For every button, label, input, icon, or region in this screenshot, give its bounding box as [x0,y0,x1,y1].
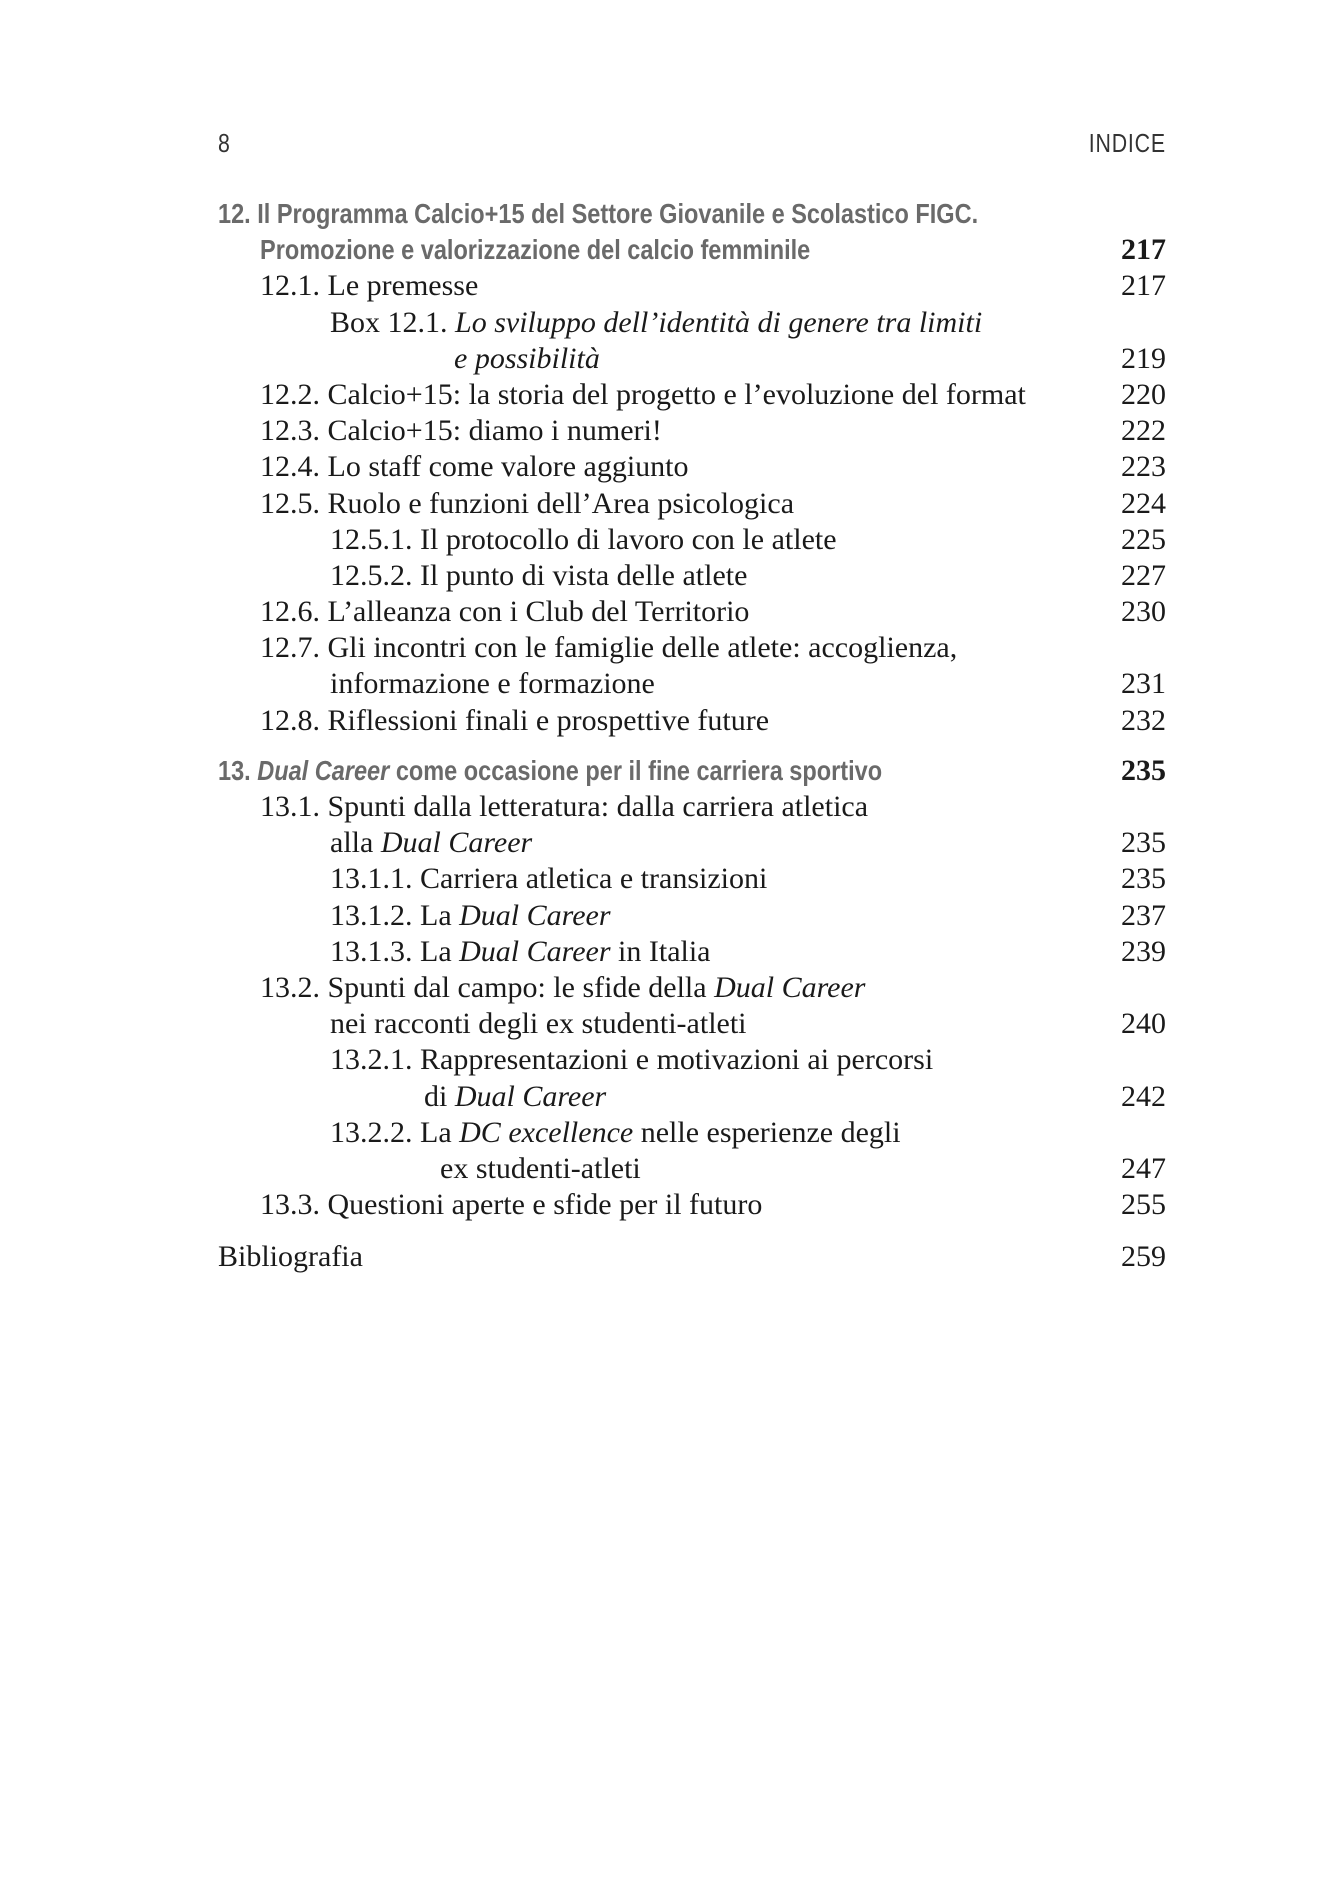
toc-entry-12-4[interactable]: 12.4. Lo staff come valore aggiunto 223 [260,450,1166,484]
toc-entry-13-3[interactable]: 13.3. Questioni aperte e sfide per il futuro 255 [260,1188,1166,1222]
toc-entry-12-5[interactable]: 12.5. Ruolo e funzioni dell’Area psicologica 224 [260,486,1166,520]
toc-entry-12-6[interactable]: 12.6. L’alleanza con i Club del Territorio 230 [260,595,1166,629]
toc-entry-13-1[interactable]: 13.1. Spunti dalla letteratura: dalla carriera atletica [260,790,869,823]
chapter-12-title-line-1[interactable]: 12. Il Programma Calcio+15 del Settore Giovanile e Scolastico FIGC. [218,198,979,229]
chapter-12-title-line-2[interactable]: Promozione e valorizzazione del calcio femminile 217 [260,233,1166,267]
toc-entry-box-12-1[interactable]: Box 12.1. Lo sviluppo dell’identità di genere tra limiti [330,305,983,339]
toc-entry-13-2-cont[interactable]: nei racconti degli ex studenti-atleti 240 [330,1007,1166,1041]
toc-entry-bibliografia[interactable]: Bibliografia 259 [218,1240,1166,1274]
chapter-13-page: 235 [1121,753,1166,787]
toc-entry-13-2-1[interactable]: 13.2.1. Rappresentazioni e motivazioni ai percorsi [330,1043,934,1077]
toc-entry-12-5-1[interactable]: 12.5.1. Il protocollo di lavoro con le atlete 225 [330,522,1166,556]
toc-entry-12-7-cont[interactable]: informazione e formazione 231 [330,667,1166,701]
chapter-13-title[interactable]: 13. Dual Career come occasione per il fine carriera sportivo 235 [218,753,1166,787]
chapter-12-page: 217 [1121,233,1166,267]
toc-entry-13-2-2[interactable]: 13.2.2. La DC excellence nelle esperienze degli [330,1115,901,1149]
toc-entry-12-3[interactable]: 12.3. Calcio+15: diamo i numeri! 222 [260,414,1166,448]
running-head [218,128,1166,164]
page-number: 8 [218,128,230,158]
toc-entry-12-8[interactable]: 12.8. Riflessioni finali e prospettive future 232 [260,703,1166,737]
toc-entry-12-2[interactable]: 12.2. Calcio+15: la storia del progetto e l’evoluzione del format 220 [260,377,1166,411]
toc-entry-13-1-1[interactable]: 13.1.1. Carriera atletica e transizioni 235 [330,862,1166,896]
running-title: INDICE [1088,128,1166,158]
toc-entry-12-7[interactable]: 12.7. Gli incontri con le famiglie delle atlete: accoglienza, [260,631,958,665]
toc-entry-13-2-2-cont[interactable]: ex studenti-atleti 247 [440,1151,1166,1185]
toc-entry-12-5-2[interactable]: 12.5.2. Il punto di vista delle atlete 227 [330,558,1166,592]
toc-entry-13-2[interactable]: 13.2. Spunti dal campo: le sfide della Dual Career [260,970,866,1004]
toc-entry-13-1-cont[interactable]: alla Dual Career 235 [330,826,1166,860]
toc-entry-12-1[interactable]: 12.1. Le premesse 217 [260,269,1166,303]
toc-entry-13-2-1-cont[interactable]: di Dual Career 242 [424,1079,1166,1113]
table-of-contents [218,196,1166,1275]
toc-entry-box-12-1-cont[interactable]: e possibilità 219 [454,341,1166,375]
toc-entry-13-1-3[interactable]: 13.1.3. La Dual Career in Italia 239 [330,934,1166,968]
toc-entry-13-1-2[interactable]: 13.1.2. La Dual Career 237 [330,898,1166,932]
